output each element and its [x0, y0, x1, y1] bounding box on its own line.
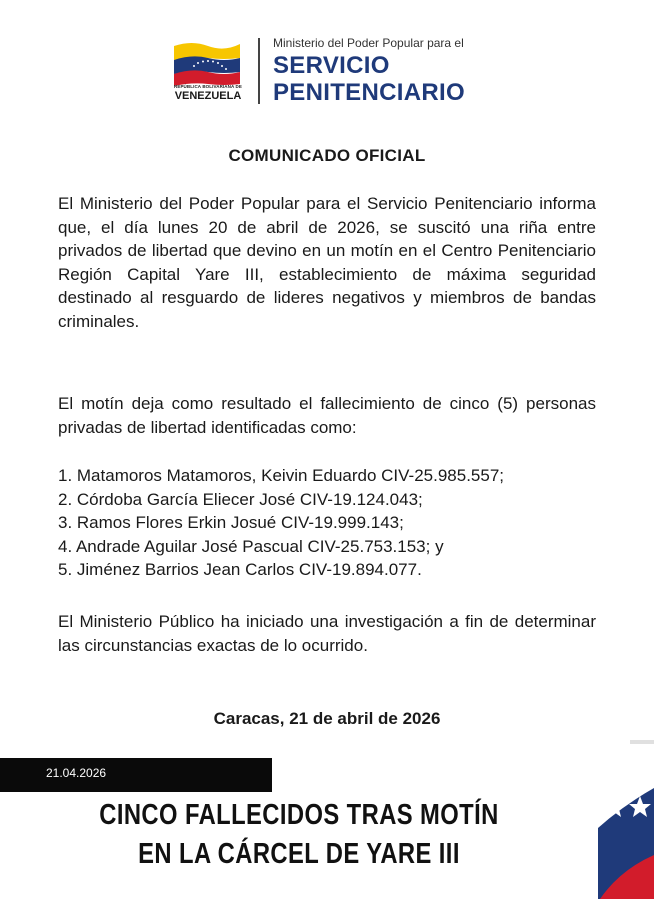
document-title: COMUNICADO OFICIAL	[228, 146, 426, 165]
country-name: VENEZUELA	[174, 90, 242, 102]
place-date: Caracas, 21 de abril de 2026	[213, 709, 441, 728]
paragraph-2: El motín deja como resultado el fallecimiento de cinco (5) personas privadas de libertad identificadas como:	[58, 394, 596, 437]
ministry-label: Ministerio del Poder Popular para el	[273, 36, 464, 50]
paragraph-3: El Ministerio Público ha iniciado una investigación a fin de determinar las circunstancias exactas de lo ocurrido.	[58, 612, 596, 655]
overlay-date-bar	[0, 758, 272, 792]
country-small-text: REPÚBLICA BOLIVARIANA DE	[174, 84, 242, 89]
service-line-2: PENITENCIARIO	[273, 79, 465, 106]
venezuela-flag-icon	[172, 38, 242, 86]
letterhead	[0, 0, 654, 120]
service-line-1: SERVICIO	[273, 52, 390, 79]
list-item: 3. Ramos Flores Erkin Josué CIV-19.999.143;	[58, 513, 404, 532]
headline-line-1: CINCO FALLECIDOS TRAS MOTÍN	[99, 799, 499, 831]
deceased-list	[58, 464, 618, 582]
overlay-date: 21.04.2026	[46, 766, 107, 780]
headline-line-2: EN LA CÁRCEL DE YARE III	[138, 838, 460, 870]
list-item: 2. Córdoba García Eliecer José CIV-19.124.043;	[58, 489, 423, 509]
list-item: 1. Matamoros Matamoros, Keivin Eduardo CIV-25.985.557;	[58, 466, 505, 485]
list-item: 4. Andrade Aguilar José Pascual CIV-25.753.153; y	[58, 536, 444, 556]
service-name	[273, 52, 465, 106]
paragraph-1: El Ministerio del Poder Popular para el Servicio Penitenciario informa que, el día lunes 20 de abril de 2026, se suscitó una riña entre privados de libertad que devino en un motín en el Centro Penitenciario Región Capital Yare III, establecimiento de máxima seguridad destinado al resguardo de lideres negativos y miembros de bandas criminales.	[58, 194, 596, 331]
list-item: 5. Jiménez Barrios Jean Carlos CIV-19.894.077.	[58, 560, 422, 579]
country-label	[168, 84, 248, 102]
header-divider	[258, 38, 260, 104]
headline-box	[0, 794, 598, 899]
